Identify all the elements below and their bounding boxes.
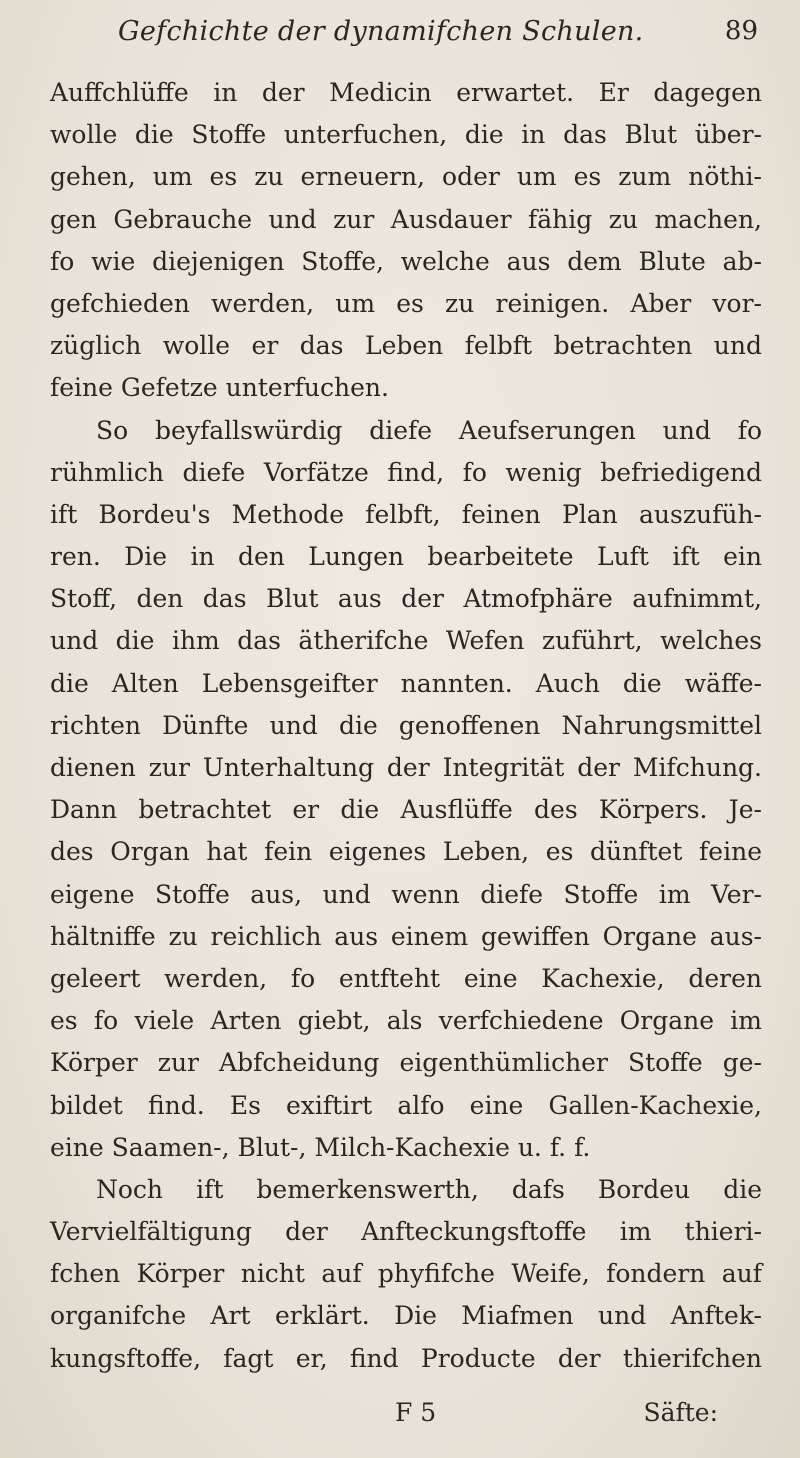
- text-line: gehen, um es zu erneuern, oder um es zum nöthi-: [50, 162, 762, 192]
- text-line: organifche Art erklärt. Die Miafmen und Anftek-: [50, 1301, 762, 1331]
- text-line: Vervielfältigung der Anfteckungsftoffe im thieri-: [50, 1217, 762, 1247]
- signature-mark: F 5: [395, 1398, 437, 1427]
- text-line: dienen zur Unterhaltung der Integrität der Mifchung.: [50, 753, 762, 782]
- text-line: bildet find. Es exiftirt alfo eine Gallen-Kachexie,: [50, 1090, 762, 1120]
- text-line: kungsftoffe, fagt er, find Producte der thierifchen: [50, 1343, 762, 1373]
- text-line: ift Bordeu's Methode felbft, feinen Plan auszufüh-: [50, 499, 762, 529]
- text-line: richten Dünfte und die genoffenen Nahrungsmittel: [50, 710, 762, 740]
- page-header: [88, 16, 758, 56]
- text-line: Noch ift bemerkenswerth, dafs Bordeu die: [96, 1174, 762, 1204]
- page-footer: [100, 1398, 718, 1438]
- running-head: Gefchichte der dynamifchen Schulen.: [118, 16, 644, 47]
- text-line: Stoff, den das Blut aus der Atmofphäre aufnimmt,: [50, 584, 762, 614]
- text-line: züglich wolle er das Leben felbft betrachten und: [50, 331, 762, 361]
- catchword: Säfte:: [643, 1398, 718, 1427]
- text-line: feine Gefetze unterfuchen.: [50, 373, 389, 403]
- text-line: So beyfallswürdig diefe Aeufserungen und fo: [96, 415, 762, 445]
- text-line: fchen Körper nicht auf phyfifche Weife, fondern auf: [50, 1259, 762, 1289]
- text-line: es fo viele Arten giebt, als verfchiedene Organe im: [50, 1006, 762, 1036]
- page-number: 89: [724, 16, 758, 46]
- body-text: [50, 72, 762, 1380]
- text-line: die Alten Lebensgeifter nannten. Auch die wäffe-: [50, 668, 762, 698]
- text-line: Dann betrachtet er die Ausflüffe des Körpers. Je-: [50, 795, 762, 825]
- text-line: und die ihm das ätherifche Wefen zuführt, welches: [50, 626, 762, 656]
- text-line: gefchieden werden, um es zu reinigen. Aber vor-: [50, 288, 762, 318]
- text-line: des Organ hat fein eigenes Leben, es dünftet feine: [50, 837, 762, 867]
- text-line: hältniffe zu reichlich aus einem gewiffen Organe aus-: [50, 921, 762, 951]
- text-line: ren. Die in den Lungen bearbeitete Luft ift ein: [50, 542, 762, 572]
- text-line: eine Saamen-, Blut-, Milch-Kachexie u. f. f.: [50, 1132, 591, 1162]
- text-line: gen Gebrauche und zur Ausdauer fähig zu machen,: [50, 204, 762, 234]
- text-line: eigene Stoffe aus, und wenn diefe Stoffe im Ver-: [50, 879, 762, 909]
- text-line: wolle die Stoffe unterfuchen, die in das Blut über-: [50, 120, 762, 150]
- text-line: fo wie diejenigen Stoffe, welche aus dem Blute ab-: [50, 246, 762, 276]
- text-line: Körper zur Abfcheidung eigenthümlicher Stoffe ge-: [50, 1048, 762, 1078]
- text-line: Auffchlüffe in der Medicin erwartet. Er dagegen: [50, 78, 762, 107]
- text-line: geleert werden, fo entfteht eine Kachexie, deren: [50, 963, 762, 993]
- text-line: rühmlich diefe Vorfätze find, fo wenig befriedigend: [50, 457, 762, 487]
